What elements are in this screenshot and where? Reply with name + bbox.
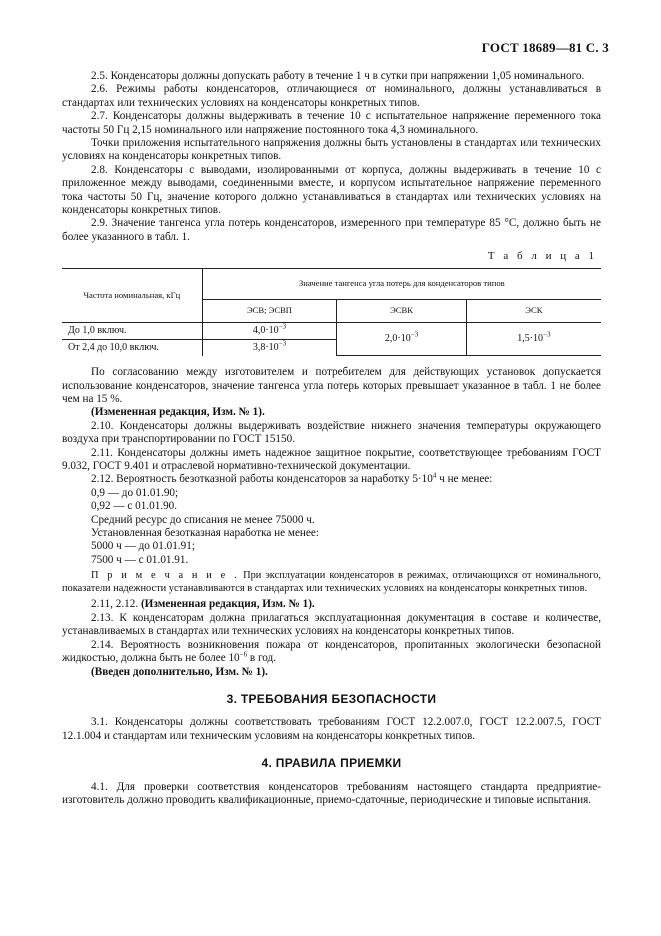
section-3-title: 3. ТРЕБОВАНИЯ БЕЗОПАСНОСТИ — [226, 691, 437, 706]
table-row — [62, 322, 601, 339]
table-cell-esv: $4,0\cdot 10^{-3}$ — [202, 322, 337, 339]
table-cell-esvk: $2,0\cdot 10^{-3}$ — [337, 322, 466, 356]
table-cell-esk: $1,5\cdot 10^{-3}$ — [466, 322, 601, 356]
paragraph-2-7: 2.7. Конденсаторы должны выдерживать в течение 10 с испытательное напряжение переменного тока частоты 50 Гц 2,15 номинального или напряжение постоянного тока 4,3 номинального. — [62, 110, 601, 136]
reliability-line: 0,9 — до 01.01.90; — [91, 486, 179, 499]
paragraph-2-8: 2.8. Конденсаторы с выводами, изолированными от корпуса, должны выдерживать в течение 10 с приложенное между выводами, соединенными вместе, и корпусом испытательное напряжение переменного тока частоты 50 Гц, значение которого должно устанавливаться в стандартах или технических условиях на конденсаторы конкретных типов. — [62, 163, 601, 217]
paragraph-3-1: 3.1. Конденсаторы должны соответствовать требованиям ГОСТ 12.2.007.0, ГОСТ 12.2.007.5, ГОСТ 12.1.004 и стандартам или техническим условиям на конденсаторы конкретных типов. — [62, 716, 601, 742]
amendment-note: (Измененная редакция, Изм. № 1). — [91, 406, 265, 419]
addition-note: (Введен дополнительно, Изм. № 1). — [91, 665, 268, 678]
reliability-line: Установленная безотказная наработка не менее: — [91, 527, 319, 540]
paragraph-2-13: 2.13. К конденсаторам должна прилагаться эксплуатационная документация в составе и количестве, устанавливаемых в стандартах или технических условиях на конденсаторы конкретных типов. — [62, 611, 601, 638]
table-cell-freq: От 2,4 до 10,0 включ. — [62, 339, 202, 356]
page-header: ГОСТ 18689—81 С. 3 — [481, 40, 609, 55]
section-4-title: 4. ПРАВИЛА ПРИЕМКИ — [261, 756, 402, 771]
reliability-line: Средний ресурс до списания не менее 75000 ч. — [91, 513, 315, 526]
paragraph-4-1: 4.1. Для проверки соответствия конденсаторов требованиям настоящего стандарта предприятие-изготовитель должно проводить квалификационные, приемо-сдаточные, периодические и типовые испытания. — [62, 780, 601, 806]
amendment-note: 2.11, 2.12. (Измененная редакция, Изм. № 1). — [91, 598, 315, 611]
note: П р и м е ч а н и е . При эксплуатации конденсаторов в режимах, отличающихся от номинального, показатели надежности устанавливаются в стандартах или технических условиях на конденсаторы конкретных типов. — [62, 570, 601, 594]
paragraph-2-6: 2.6. Режимы работы конденсаторов, отличающиеся от номинального, должны устанавливаться в стандартах или технических условиях на конденсаторы конкретных типов. — [62, 83, 601, 109]
table-header-frequency: Частота номинальная, кГц — [62, 268, 202, 322]
paragraph-2-12: 2.12. Вероятность безотказной работы конденсаторов за наработку $5\cdot 10^4$ ч не менее: — [91, 471, 493, 486]
reliability-line: 0,92 — с 01.01.90. — [91, 500, 178, 513]
paragraph-2-10: 2.10. Конденсаторы должны выдерживать воздействие нижнего значения температуры окружающего воздуха при транспортировании по ГОСТ 15150. — [62, 419, 601, 446]
paragraph-2-5: 2.5. Конденсаторы должны допускать работу в течение 1 ч в сутки при напряжении 1,05 номинального. — [91, 70, 585, 82]
table-1-caption: Т а б л и ц а 1 — [487, 250, 597, 263]
document-body — [62, 70, 601, 807]
table-cell-esv: $3,8\cdot 10^{-3}$ — [202, 339, 337, 356]
table-header-esvk: ЭСВК — [337, 299, 466, 322]
table-header-esv-esvp: ЭСВ; ЭСВП — [202, 299, 337, 322]
paragraph-2-9: 2.9. Значение тангенса угла потерь конденсаторов, измеренного при температуре 85 °С, должно быть не более указанного в табл. 1. — [62, 217, 601, 243]
paragraph-2-11: 2.11. Конденсаторы должны иметь надежное защитное покрытие, соответствующее требованиям ГОСТ 9.032, ГОСТ 9.401 и отраслевой нормативно-технической документации. — [62, 446, 601, 473]
reliability-line: 7500 ч — с 01.01.91. — [91, 553, 189, 566]
paragraph-2-7-points: Точки приложения испытательного напряжения должны быть установлены в стандартах или технических условиях на конденсаторы конкретных типов. — [62, 137, 601, 163]
paragraph-2-14: 2.14. Вероятность возникновения пожара от конденсаторов, пропитанных экологически безопасной жидкостью, должна быть не более $10^{-6}$ в год. — [62, 638, 601, 665]
table-header-esk: ЭСК — [466, 299, 601, 322]
paragraph-agreement: По согласованию между изготовителем и потребителем для действующих установок допускается использование конденсаторов, значение тангенса угла потерь которых превышает указанное в табл. 1 не более чем на 15 %. — [62, 366, 601, 405]
table-1 — [62, 268, 601, 357]
reliability-line: 5000 ч — до 01.01.91; — [91, 540, 195, 553]
table-cell-freq: До 1,0 включ. — [62, 322, 202, 339]
table-header-tangent-group: Значение тангенса угла потерь для конденсаторов типов — [202, 268, 601, 299]
